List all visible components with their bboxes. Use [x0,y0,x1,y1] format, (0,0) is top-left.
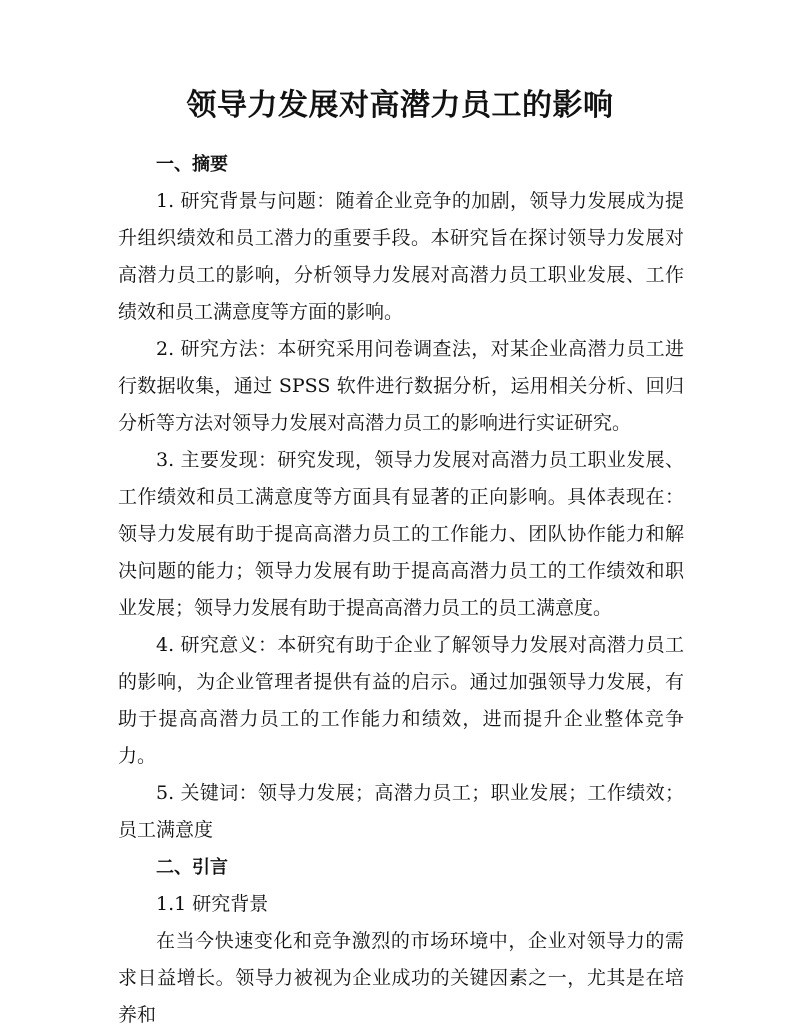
abstract-paragraph-method: 2. 研究方法：本研究采用问卷调查法，对某企业高潜力员工进行数据收集，通过 SPSS 软件进行数据分析，运用相关分析、回归分析等方法对领导力发展对高潜力员工的影响进行实证研究。 [118,338,684,434]
section-heading-introduction: 二、引言 [156,857,228,878]
section-heading-abstract: 一、摘要 [156,154,228,175]
abstract-paragraph-significance: 4. 研究意义：本研究有助于企业了解领导力发展对高潜力员工的影响，为企业管理者提供有益的启示。通过加强领导力发展，有助于提高高潜力员工的工作能力和绩效，进而提升企业整体竞争力。 [118,634,684,767]
subsection-heading-background: 1.1 研究背景 [156,893,269,915]
abstract-paragraph-background: 1. 研究背景与问题：随着企业竞争的加剧，领导力发展成为提升组织绩效和员工潜力的重要手段。本研究旨在探讨领导力发展对高潜力员工的影响，分析领导力发展对高潜力员工职业发展、工作绩效和员工满意度等方面的影响。 [118,190,684,323]
abstract-paragraph-findings: 3. 主要发现：研究发现，领导力发展对高潜力员工职业发展、工作绩效和员工满意度等方面具有显著的正向影响。具体表现在：领导力发展有助于提高高潜力员工的工作能力、团队协作能力和解决问题的能力；领导力发展有助于提高高潜力员工的工作绩效和职业发展；领导力发展有助于提高高潜力员工的员工满意度。 [118,449,684,619]
document-body [118,146,684,1034]
introduction-paragraph: 在当今快速变化和竞争激烈的市场环境中，企业对领导力的需求日益增长。领导力被视为企业成功的关键因素之一，尤其是在培养和 [118,930,684,1026]
document-title: 领导力发展对高潜力员工的影响 [186,88,614,123]
abstract-paragraph-keywords: 5. 关键词：领导力发展；高潜力员工；职业发展；工作绩效；员工满意度 [118,782,684,841]
